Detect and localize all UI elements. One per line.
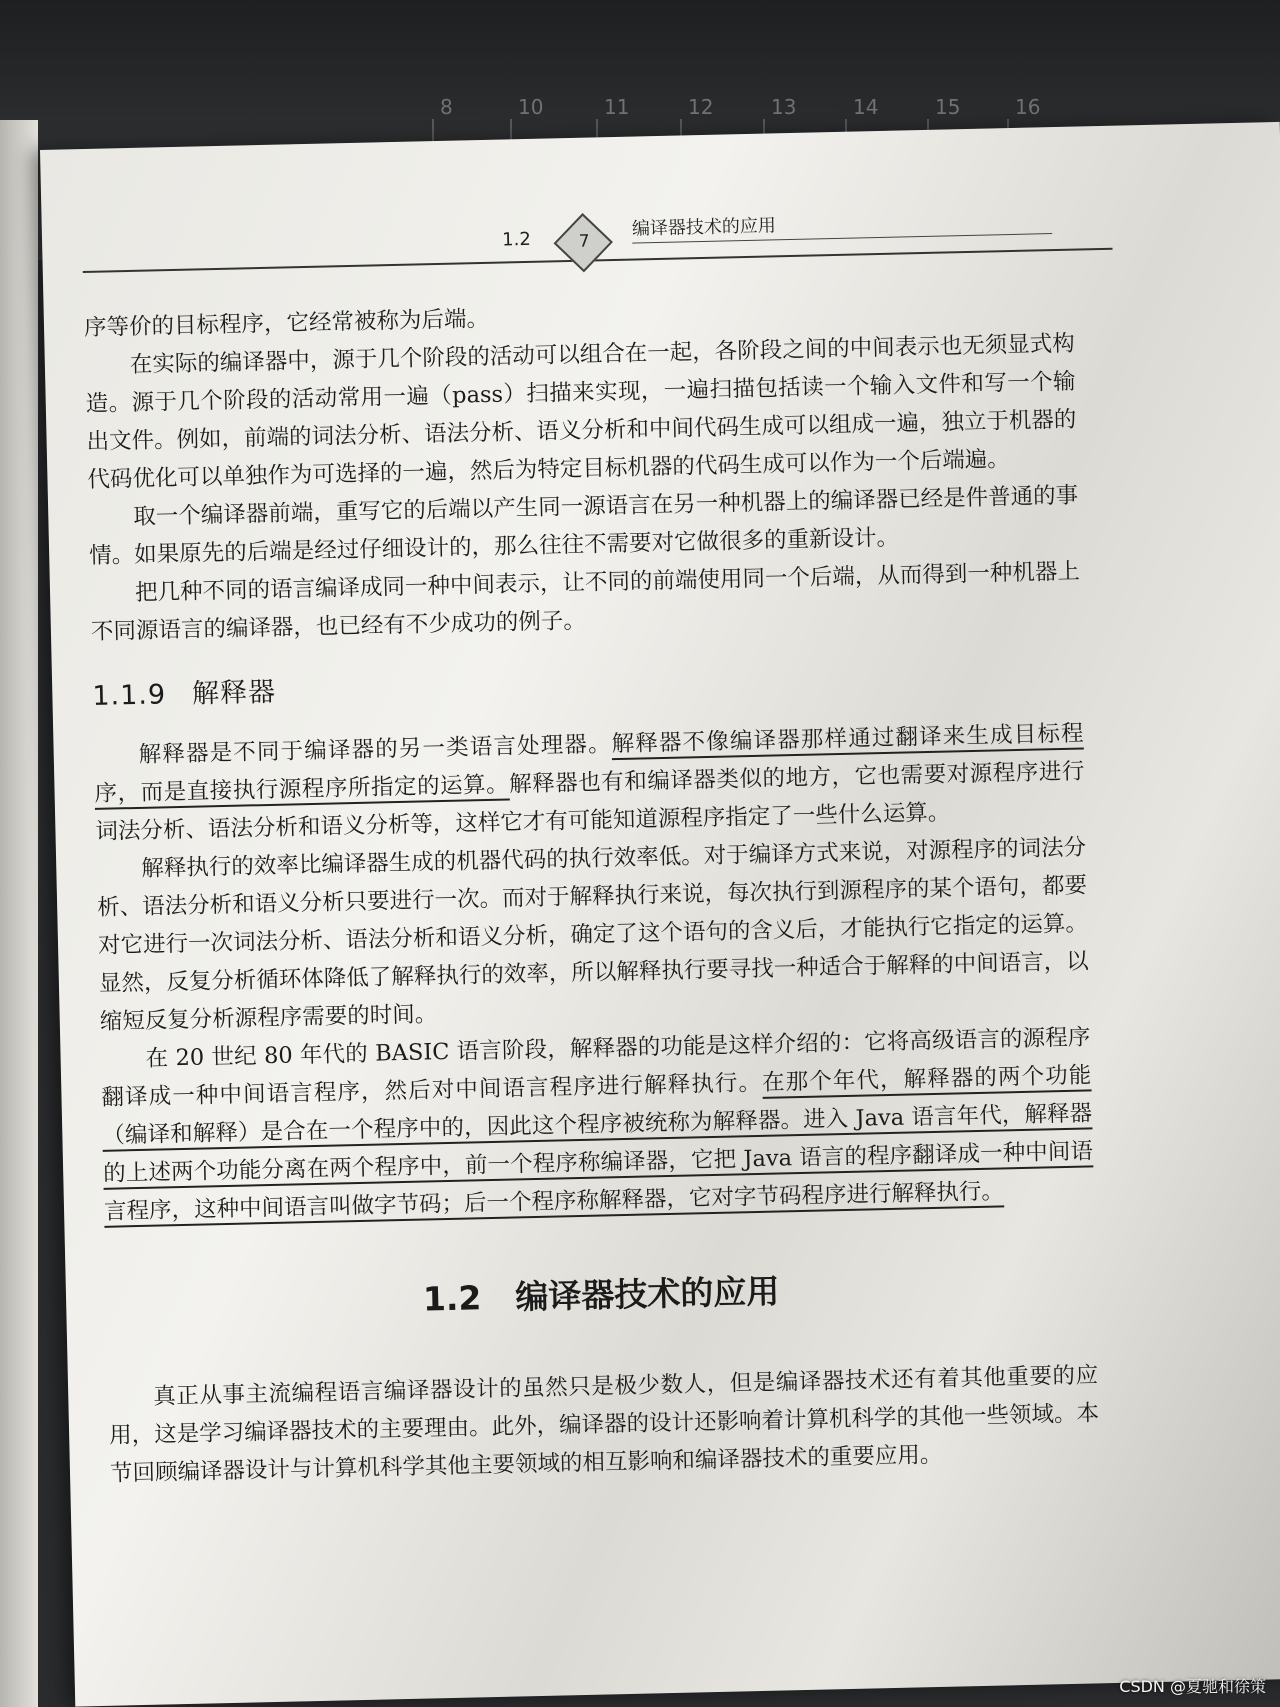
ruler-tick: 10 bbox=[518, 95, 544, 119]
ruler-tick: 14 bbox=[853, 95, 879, 119]
paragraph: 序等价的目标程序，它经常被称为后端。 bbox=[83, 305, 490, 342]
ruler-tick: 13 bbox=[771, 95, 797, 119]
running-title: 编译器技术的应用 bbox=[631, 215, 777, 240]
paragraph: 取一个编译器前端，重写它的后端以产生同一源语言在另一种机器上的编译器已经是件普通的事情。如果原先的后端是经过仔细设计的，那么往往不需要对它做很多的重新设计。 bbox=[88, 482, 1079, 569]
paragraph: 把几种不同的语言编译成同一种中间表示，让不同的前端使用同一个后端，从而得到一种机器上不同源语言的编译器，也已经有不少成功的例子。 bbox=[90, 558, 1081, 645]
paragraph bbox=[100, 1018, 1094, 1230]
ruler-tick: 8 bbox=[440, 95, 453, 119]
page-content bbox=[84, 287, 1101, 1493]
paragraph: 真正从事主流编程语言编译器设计的虽然只是极少数人，但是编译器技术还有着其他重要的应用，这是学习编译器技术的主要理由。此外，编译器的设计还影响着计算机科学的其他一些领域。本节回顾编译器设计与计算机科学其他主要领域的相互影响和编译器技术的重要应用。 bbox=[108, 1362, 1100, 1487]
underlined-text: 解释器不像编译器那样通过翻译来生成目标程序，而是直接执行源程序所指定的运算。 bbox=[94, 720, 1084, 809]
page-header bbox=[82, 204, 1113, 287]
page-number: 7 bbox=[578, 231, 590, 252]
section-heading-1-1-9 bbox=[92, 654, 1083, 716]
watermark: CSDN @夏驰和徐策 bbox=[1119, 1677, 1266, 1696]
text-run: 在 20 世纪 80 年代的 BASIC 语言阶段，解释器的功能是这样介绍的：它将高级语言的源程序翻译成一种中间语言程序，然后对中间语言程序进行解释执行。 bbox=[101, 1024, 1091, 1111]
book-page bbox=[40, 122, 1280, 1707]
ruler-tick: 16 bbox=[1015, 95, 1041, 119]
ruler-tick: 12 bbox=[688, 95, 714, 119]
underlined-text: 在那个年代，解释器的两个功能（编译和解释）是合在一个程序中的，因此这个程序被统称为解释器。进入 Java 语言年代，解释器的上述两个功能分离在两个程序中，前一个程序称编译器，它把 Java 语言的程序翻译成一种中间语言程序，这种中间语言叫做字节码；后一个程序称解释器，它对字节码程序进行解释执行。 bbox=[102, 1062, 1093, 1227]
section-heading-1-2 bbox=[106, 1262, 1097, 1328]
ruler-tick: 15 bbox=[935, 95, 961, 119]
book-page-edge bbox=[0, 120, 38, 1707]
paragraph bbox=[93, 714, 1085, 850]
text-run: 解释器是不同于编译器的另一类语言处理器。 bbox=[138, 731, 612, 768]
ruler-tick: 11 bbox=[604, 95, 630, 119]
section-number: 1.1.9 bbox=[92, 679, 167, 712]
header-section-number: 1.2 bbox=[501, 228, 532, 251]
section-number: 1.2 bbox=[422, 1278, 482, 1319]
section-title: 编译器技术的应用 bbox=[514, 1271, 780, 1317]
section-title: 解释器 bbox=[191, 676, 277, 710]
paragraph: 在实际的编译器中，源于几个阶段的活动可以组合在一起，各阶段之间的中间表示也无须显式构造。源于几个阶段的活动常用一遍（pass）扫描来实现，一遍扫描包括读一个输入文件和写一个输出文件。例如，前端的词法分析、语法分析、语义分析和中间代码生成可以组成一遍，独立于机器的代码优化可以单独作为可选择的一遍，然后为特定目标机器的代码生成可以作为一个后端遍。 bbox=[85, 330, 1077, 494]
text-run: 解释器也有和编译器类似的地方，它也需要对源程序进行词法分析、语法分析和语义分析等，这样它才有可能知道源程序指定了一些什么运算。 bbox=[95, 758, 1085, 845]
paragraph: 解释执行的效率比编译器生成的机器代码的执行效率低。对于编译方式来说，对源程序的词法分析、语法分析和语义分析只要进行一次。而对于解释执行来说，每次执行到源程序的某个语句，都要对它进行一次词法分析、语法分析和语义分析，确定了这个语句的含义后，才能执行它指定的运算。显然，反复分析循环体降低了解释执行的效率，所以解释执行要寻找一种适合于解释的中间语言，以缩短反复分析源程序需要的时间。 bbox=[96, 834, 1089, 1035]
